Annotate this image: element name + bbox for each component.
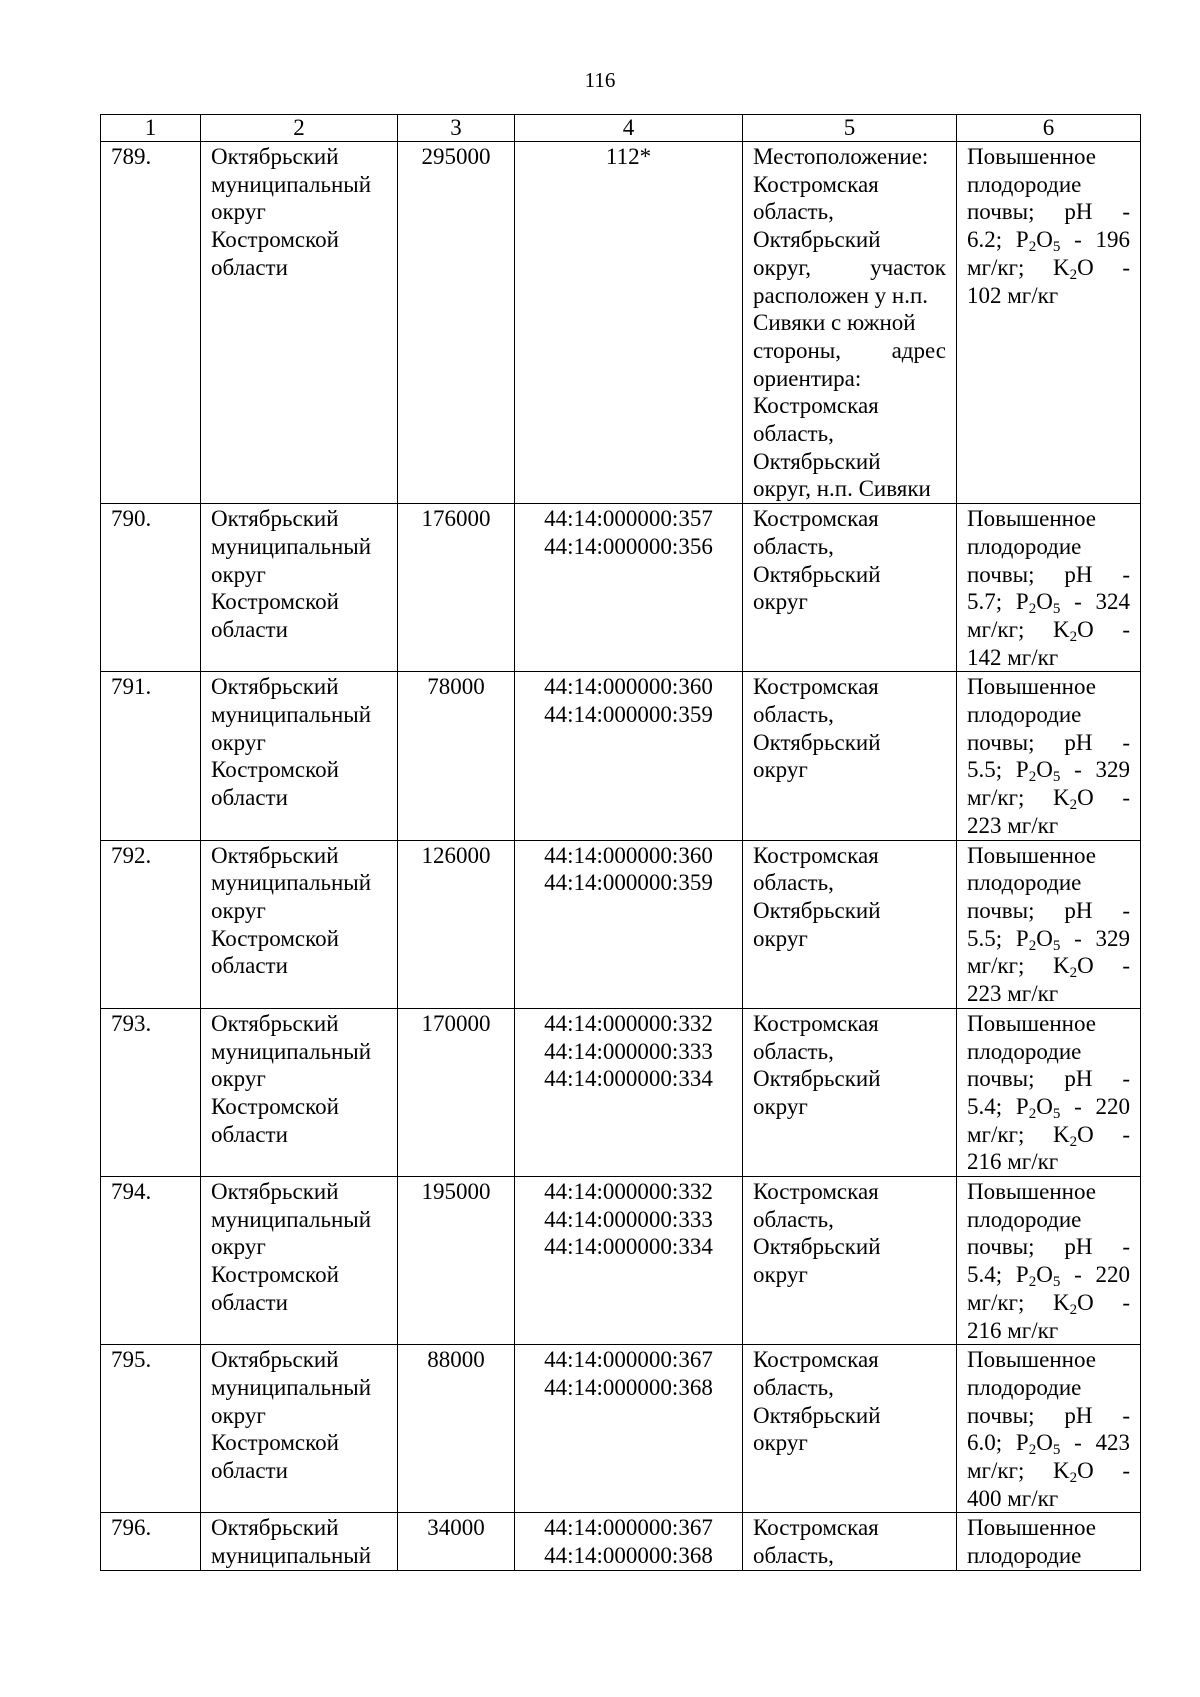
location-line: Костромская xyxy=(753,674,879,700)
cadastral-number-line: 44:14:000000:333 xyxy=(544,1206,713,1232)
cadastral-number-line: 44:14:000000:368 xyxy=(544,1543,713,1569)
district-line: Октябрьский xyxy=(211,1010,339,1036)
location-line: область, xyxy=(753,1543,834,1569)
location-line: Октябрьский xyxy=(753,227,881,253)
cadastral-number-line: 44:14:000000:334 xyxy=(544,1066,713,1092)
soil-line xyxy=(967,1121,1130,1149)
soil-word: pH xyxy=(1064,1066,1093,1092)
cadastral-number-line: 44:14:000000:360 xyxy=(544,674,713,700)
phosphorus-label: $P_2O_5$ xyxy=(1015,1262,1061,1291)
phosphorus-value: 220 xyxy=(1095,1262,1130,1288)
land-plots-table xyxy=(100,114,1141,1571)
soil-line xyxy=(967,1233,1130,1261)
soil-word: pH xyxy=(1064,1234,1093,1260)
phosphorus-value: 329 xyxy=(1095,757,1130,783)
location-line: Костромская xyxy=(753,1515,879,1541)
district-line: области xyxy=(211,616,288,642)
soil-word: - xyxy=(1122,1234,1130,1260)
district-line: Октябрьский xyxy=(211,674,339,700)
soil-line xyxy=(967,1093,1130,1121)
soil-word: - xyxy=(1122,785,1130,811)
area-cell: 34000 xyxy=(398,1513,515,1570)
location-line: область, xyxy=(753,1206,834,1232)
soil-cell xyxy=(957,840,1141,1008)
area-cell: 176000 xyxy=(398,504,515,672)
soil-line xyxy=(967,1065,1130,1093)
table-row xyxy=(101,1345,1141,1513)
cadastral-number-line: 44:14:000000:359 xyxy=(544,702,713,728)
soil-line xyxy=(967,1289,1130,1317)
location-line: Октябрьский xyxy=(753,1234,881,1260)
cadastral-numbers-cell xyxy=(515,840,743,1008)
location-line: Сивяки с южной xyxy=(753,310,916,336)
soil-cell xyxy=(957,142,1141,504)
cadastral-numbers-cell xyxy=(515,1345,743,1513)
district-line: Костромской xyxy=(211,589,339,615)
potassium-value: 216 мг/кг xyxy=(967,1149,1059,1175)
location-line: Костромская xyxy=(753,393,879,419)
soil-word: - xyxy=(1122,897,1130,923)
area-cell: 170000 xyxy=(398,1008,515,1176)
column-header-2: 2 xyxy=(201,115,398,142)
soil-word: pH xyxy=(1064,729,1093,755)
location-line: округ xyxy=(753,589,808,615)
district-cell xyxy=(201,1345,398,1513)
soil-line xyxy=(967,952,1130,980)
district-line: Костромской xyxy=(211,1262,339,1288)
soil-line xyxy=(967,925,1130,953)
soil-line: плодородие xyxy=(967,171,1082,197)
soil-word: pH xyxy=(1064,897,1093,923)
district-line: области xyxy=(211,254,288,280)
location-line: расположен у н.п. xyxy=(753,282,929,308)
table-row xyxy=(101,672,1141,840)
column-header-1: 1 xyxy=(101,115,201,142)
district-line: округ xyxy=(211,729,266,755)
district-line: Костромской xyxy=(211,227,339,253)
location-line: Октябрьский xyxy=(753,1402,881,1428)
location-line: Костромская xyxy=(753,1010,879,1036)
soil-line xyxy=(967,226,1130,254)
soil-word: - xyxy=(1122,1066,1130,1092)
soil-word: мг/кг; xyxy=(967,1121,1025,1147)
cadastral-number-line: 44:14:000000:368 xyxy=(544,1374,713,1400)
soil-word: почвы; xyxy=(967,1402,1035,1428)
district-cell xyxy=(201,1177,398,1345)
ph-value: 5.5; xyxy=(967,925,1003,951)
soil-word: - xyxy=(1122,729,1130,755)
district-line: округ xyxy=(211,1066,266,1092)
location-cell xyxy=(743,504,957,672)
page-number: 116 xyxy=(584,68,616,92)
district-line: Октябрьский xyxy=(211,842,339,868)
phosphorus-value: 423 xyxy=(1095,1430,1130,1456)
column-header-3: 3 xyxy=(398,115,515,142)
soil-word: - xyxy=(1122,1121,1130,1147)
soil-word: мг/кг; xyxy=(967,616,1025,642)
soil-word: мг/кг; xyxy=(967,254,1025,280)
dash: - xyxy=(1074,1430,1082,1456)
row-number: 795. xyxy=(101,1345,201,1513)
cadastral-numbers-cell xyxy=(515,1008,743,1176)
district-line: области xyxy=(211,1289,288,1315)
district-cell xyxy=(201,672,398,840)
soil-word: - xyxy=(1122,616,1130,642)
soil-word: почвы; xyxy=(967,1066,1035,1092)
soil-line: Повышенное xyxy=(967,1179,1096,1205)
location-line: Костромская xyxy=(753,1179,879,1205)
area-cell: 78000 xyxy=(398,672,515,840)
phosphorus-label: $P_2O_5$ xyxy=(1015,1093,1061,1122)
soil-line: Повышенное xyxy=(967,1347,1096,1373)
potassium-value: 223 мг/кг xyxy=(967,981,1059,1007)
cadastral-numbers-cell xyxy=(515,1177,743,1345)
location-line: Октябрьский xyxy=(753,448,881,474)
ph-value: 5.7; xyxy=(967,589,1003,615)
cadastral-number-line: 44:14:000000:357 xyxy=(544,506,713,532)
dash: - xyxy=(1074,925,1082,951)
area-cell: 295000 xyxy=(398,142,515,504)
soil-word: - xyxy=(1122,254,1130,280)
location-line: округ xyxy=(753,757,808,783)
potassium-label: $K_2O$ xyxy=(1052,1458,1094,1487)
cadastral-number-line: 44:14:000000:332 xyxy=(544,1179,713,1205)
district-cell xyxy=(201,504,398,672)
row-number: 792. xyxy=(101,840,201,1008)
location-cell xyxy=(743,1345,957,1513)
ph-value: 5.4; xyxy=(967,1093,1003,1119)
soil-line: плодородие xyxy=(967,1206,1082,1232)
soil-word: - xyxy=(1122,1402,1130,1428)
district-line: области xyxy=(211,953,288,979)
soil-line: плодородие xyxy=(967,1374,1082,1400)
soil-cell xyxy=(957,1345,1141,1513)
location-line: Октябрьский xyxy=(753,561,881,587)
cadastral-number-line: 44:14:000000:356 xyxy=(544,533,713,559)
table-row xyxy=(101,142,1141,504)
district-line: Октябрьский xyxy=(211,1347,339,1373)
location-line xyxy=(753,337,946,365)
soil-cell xyxy=(957,672,1141,840)
cadastral-number-line: 44:14:000000:359 xyxy=(544,870,713,896)
table-row xyxy=(101,840,1141,1008)
soil-word: - xyxy=(1122,953,1130,979)
location-line: Костромская xyxy=(753,506,879,532)
district-line: муниципальный xyxy=(211,1374,372,1400)
phosphorus-label: $P_2O_5$ xyxy=(1015,1430,1061,1459)
location-line: область, xyxy=(753,870,834,896)
soil-line xyxy=(967,1429,1130,1457)
soil-line xyxy=(967,756,1130,784)
district-line: округ xyxy=(211,897,266,923)
soil-line: Повышенное xyxy=(967,674,1096,700)
dash: - xyxy=(1074,1262,1082,1288)
district-line: области xyxy=(211,785,288,811)
phosphorus-value: 324 xyxy=(1095,589,1130,615)
district-line: округ xyxy=(211,561,266,587)
soil-line: плодородие xyxy=(967,1038,1082,1064)
district-line: Октябрьский xyxy=(211,1515,339,1541)
cadastral-number-line: 44:14:000000:334 xyxy=(544,1234,713,1260)
soil-word: мг/кг; xyxy=(967,785,1025,811)
location-cell xyxy=(743,840,957,1008)
soil-line xyxy=(967,1457,1130,1485)
district-line: области xyxy=(211,1458,288,1484)
soil-word: почвы; xyxy=(967,897,1035,923)
location-line: ориентира: xyxy=(753,365,862,391)
district-line: округ xyxy=(211,1402,266,1428)
district-line: Костромской xyxy=(211,925,339,951)
district-line: муниципальный xyxy=(211,171,372,197)
soil-line xyxy=(967,784,1130,812)
soil-line: плодородие xyxy=(967,702,1082,728)
soil-line: плодородие xyxy=(967,870,1082,896)
soil-line xyxy=(967,561,1130,589)
phosphorus-value: 196 xyxy=(1095,227,1130,253)
ph-value: 6.2; xyxy=(967,227,1003,253)
soil-word: почвы; xyxy=(967,1234,1035,1260)
cadastral-numbers-cell xyxy=(515,142,743,504)
column-header-4: 4 xyxy=(515,115,743,142)
ph-value: 6.0; xyxy=(967,1430,1003,1456)
row-number: 793. xyxy=(101,1008,201,1176)
soil-cell xyxy=(957,1513,1141,1570)
district-line: Октябрьский xyxy=(211,506,339,532)
soil-line: плодородие xyxy=(967,1543,1082,1569)
location-line: Местоположение: xyxy=(753,144,929,169)
potassium-label: $K_2O$ xyxy=(1052,616,1094,645)
phosphorus-label: $P_2O_5$ xyxy=(1015,589,1061,618)
district-line: Октябрьский xyxy=(211,1179,339,1205)
soil-cell xyxy=(957,1008,1141,1176)
location-cell xyxy=(743,142,957,504)
district-line: муниципальный xyxy=(211,1543,372,1569)
location-line: Октябрьский xyxy=(753,729,881,755)
location-cell xyxy=(743,672,957,840)
district-line: муниципальный xyxy=(211,702,372,728)
potassium-value: 142 мг/кг xyxy=(967,644,1059,670)
potassium-label: $K_2O$ xyxy=(1052,785,1094,814)
district-cell xyxy=(201,142,398,504)
potassium-value: 400 мг/кг xyxy=(967,1485,1059,1511)
location-cell xyxy=(743,1177,957,1345)
district-cell xyxy=(201,840,398,1008)
potassium-value: 102 мг/кг xyxy=(967,282,1059,308)
district-line: муниципальный xyxy=(211,870,372,896)
district-line: области xyxy=(211,1121,288,1147)
soil-cell xyxy=(957,1177,1141,1345)
soil-word: pH xyxy=(1064,1402,1093,1428)
soil-word: почвы; xyxy=(967,199,1035,225)
soil-word: pH xyxy=(1064,561,1093,587)
district-line: Костромской xyxy=(211,1430,339,1456)
location-word: участок xyxy=(870,254,946,280)
district-line: округ xyxy=(211,1234,266,1260)
district-line: Октябрьский xyxy=(211,144,339,169)
column-header-5: 5 xyxy=(743,115,957,142)
soil-word: почвы; xyxy=(967,561,1035,587)
location-line: область, xyxy=(753,1374,834,1400)
cadastral-numbers-cell xyxy=(515,504,743,672)
area-cell: 88000 xyxy=(398,1345,515,1513)
soil-line xyxy=(967,729,1130,757)
phosphorus-value: 329 xyxy=(1095,925,1130,951)
location-line: область, xyxy=(753,199,834,225)
location-word: округ, xyxy=(753,254,811,280)
area-cell: 126000 xyxy=(398,840,515,1008)
soil-line xyxy=(967,1402,1130,1430)
district-line: муниципальный xyxy=(211,1206,372,1232)
potassium-value: 223 мг/кг xyxy=(967,812,1059,838)
location-word: стороны, xyxy=(753,337,841,363)
soil-word: pH xyxy=(1064,199,1093,225)
row-number: 790. xyxy=(101,504,201,672)
soil-line xyxy=(967,588,1130,616)
location-line: Костромская xyxy=(753,171,879,197)
district-line: округ xyxy=(211,199,266,225)
cadastral-number-line: 44:14:000000:367 xyxy=(544,1515,713,1541)
location-line: область, xyxy=(753,1038,834,1064)
soil-word: - xyxy=(1122,1289,1130,1315)
phosphorus-label: $P_2O_5$ xyxy=(1015,757,1061,786)
location-line: Октябрьский xyxy=(753,1066,881,1092)
district-line: муниципальный xyxy=(211,533,372,559)
dash: - xyxy=(1074,589,1082,615)
soil-word: мг/кг; xyxy=(967,1289,1025,1315)
column-number-row xyxy=(101,115,1141,142)
potassium-label: $K_2O$ xyxy=(1052,1289,1094,1318)
soil-line: Повышенное xyxy=(967,144,1096,169)
ph-value: 5.4; xyxy=(967,1262,1003,1288)
row-number: 794. xyxy=(101,1177,201,1345)
cadastral-numbers-cell xyxy=(515,1513,743,1570)
row-number: 796. xyxy=(101,1513,201,1570)
district-line: Костромской xyxy=(211,757,339,783)
soil-line xyxy=(967,616,1130,644)
phosphorus-label: $P_2O_5$ xyxy=(1015,925,1061,954)
location-line: округ, н.п. Сивяки xyxy=(753,476,931,502)
location-line: область, xyxy=(753,533,834,559)
location-line: округ xyxy=(753,1430,808,1456)
table-row xyxy=(101,504,1141,672)
soil-line xyxy=(967,254,1130,282)
row-number: 791. xyxy=(101,672,201,840)
soil-word: - xyxy=(1122,1458,1130,1484)
district-cell xyxy=(201,1008,398,1176)
table-row xyxy=(101,1008,1141,1176)
location-line: Костромская xyxy=(753,1347,879,1373)
soil-cell xyxy=(957,504,1141,672)
location-cell xyxy=(743,1008,957,1176)
location-line: область, xyxy=(753,421,834,447)
cadastral-numbers-cell xyxy=(515,672,743,840)
dash: - xyxy=(1074,227,1082,253)
location-line: Костромская xyxy=(753,842,879,868)
potassium-label: $K_2O$ xyxy=(1052,254,1094,283)
potassium-label: $K_2O$ xyxy=(1052,1121,1094,1150)
location-word: адрес xyxy=(891,337,946,363)
cadastral-number-line: 44:14:000000:367 xyxy=(544,1347,713,1373)
cadastral-number-line: 112* xyxy=(605,144,652,169)
soil-word: мг/кг; xyxy=(967,1458,1025,1484)
potassium-value: 216 мг/кг xyxy=(967,1317,1059,1343)
row-number: 789. xyxy=(101,142,201,504)
soil-line: плодородие xyxy=(967,533,1082,559)
dash: - xyxy=(1074,1093,1082,1119)
location-line: округ xyxy=(753,1093,808,1119)
column-header-6: 6 xyxy=(957,115,1141,142)
district-cell xyxy=(201,1513,398,1570)
location-line: Октябрьский xyxy=(753,897,881,923)
cadastral-number-line: 44:14:000000:333 xyxy=(544,1038,713,1064)
soil-word: почвы; xyxy=(967,729,1035,755)
soil-word: мг/кг; xyxy=(967,953,1025,979)
table-row xyxy=(101,1177,1141,1345)
soil-line xyxy=(967,1261,1130,1289)
location-line xyxy=(753,254,946,282)
location-line: область, xyxy=(753,702,834,728)
soil-line: Повышенное xyxy=(967,842,1096,868)
location-cell xyxy=(743,1513,957,1570)
soil-word: - xyxy=(1122,199,1130,225)
location-line: округ xyxy=(753,1262,808,1288)
soil-line xyxy=(967,897,1130,925)
cadastral-number-line: 44:14:000000:360 xyxy=(544,842,713,868)
phosphorus-value: 220 xyxy=(1095,1093,1130,1119)
ph-value: 5.5; xyxy=(967,757,1003,783)
table-row xyxy=(101,1513,1141,1570)
district-line: Костромской xyxy=(211,1093,339,1119)
phosphorus-label: $P_2O_5$ xyxy=(1015,227,1061,256)
soil-line: Повышенное xyxy=(967,1010,1096,1036)
soil-line: Повышенное xyxy=(967,506,1096,532)
location-line: округ xyxy=(753,925,808,951)
soil-line: Повышенное xyxy=(967,1515,1096,1541)
soil-line xyxy=(967,198,1130,226)
district-line: муниципальный xyxy=(211,1038,372,1064)
area-cell: 195000 xyxy=(398,1177,515,1345)
potassium-label: $K_2O$ xyxy=(1052,953,1094,982)
dash: - xyxy=(1074,757,1082,783)
cadastral-number-line: 44:14:000000:332 xyxy=(544,1010,713,1036)
soil-word: - xyxy=(1122,561,1130,587)
